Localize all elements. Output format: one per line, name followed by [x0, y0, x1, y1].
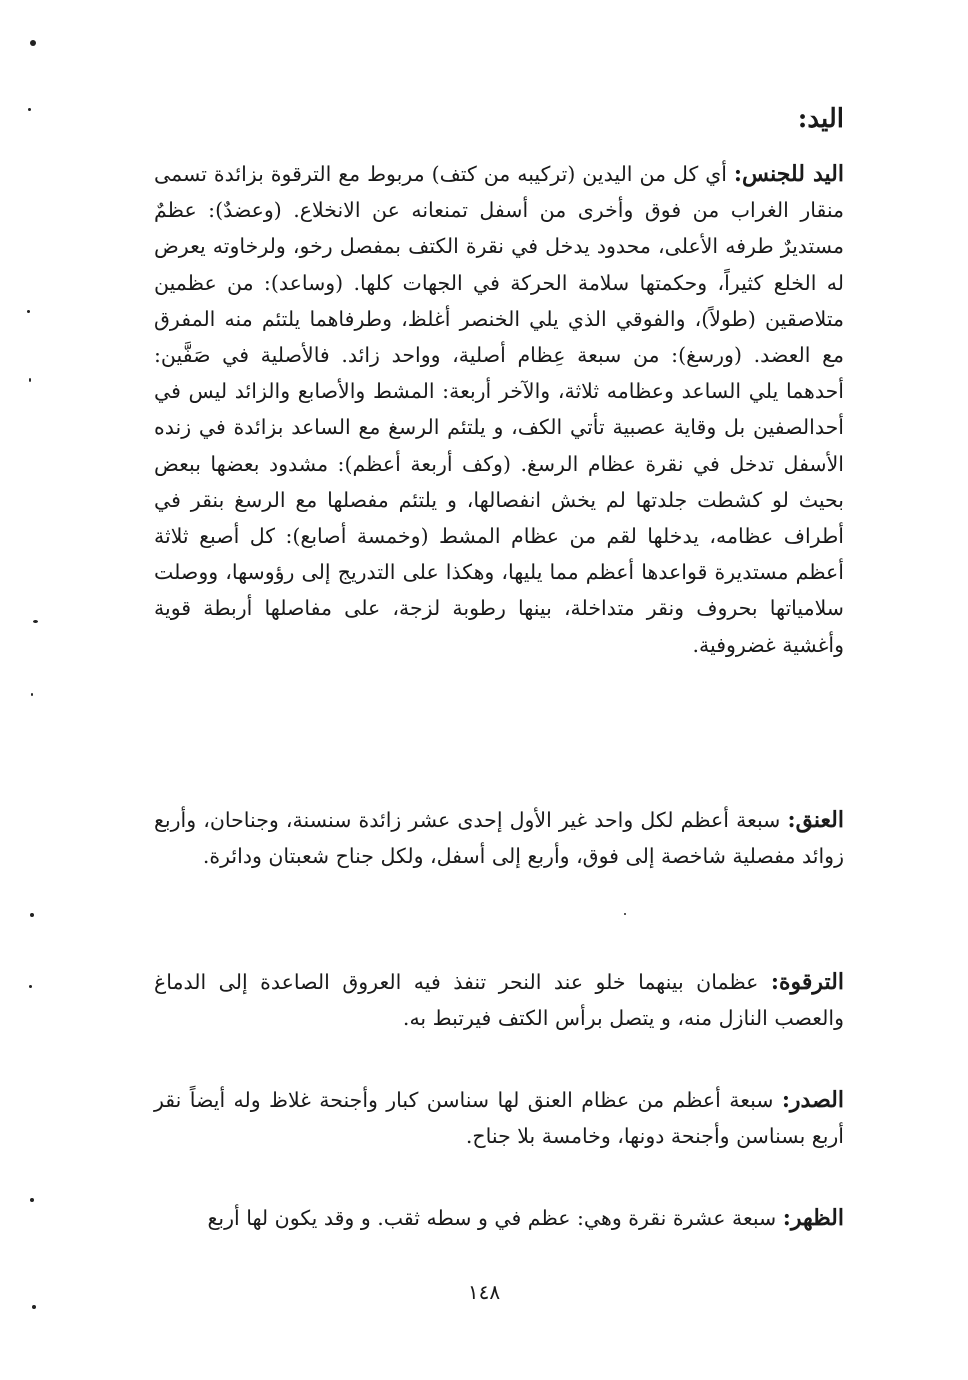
paragraph-text: عظمان بينهما خلو عند النحر تنفذ فيه العروق الصاعدة إلى الدماغ والعصب النازل منه، و يتصل برأس الكتف فيرتبط به. [154, 970, 844, 1031]
scan-speck [29, 985, 32, 988]
scan-speck [30, 1198, 34, 1202]
section-heading: اليد: [797, 104, 844, 134]
paragraph-neck [154, 802, 844, 874]
term-back: الظهر: [782, 1205, 844, 1231]
term-hand: اليد للجنس: [733, 161, 844, 187]
paragraph-text: سبعة أعظم من عظام العنق لها سناسن كبار وأجنحة غلاظ وله أيضاً نقر أربع بسناسن وأجنحة دونها، وخامسة بلا جناح. [154, 1088, 844, 1149]
scan-speck [28, 108, 31, 111]
paragraph-text: أي كل من اليدين (تركيبه من كتف) مربوط مع الترقوة بزائدة تسمى منقار الغراب من فوق وأخرى من أسفل تمنعانه عن الانخلاع. (وعضدٌ): عظمٌ مستديرٌ طرفه الأعلى، محدود يدخل في نقرة الكتف بمفصل رخو، ولرخاوته يعرض له الخلع كثيراً، وحكمتها سلامة الحركة في الجهات كلها. (وساعد): من عظمين متلاصقين (طولاً)، والفوقي الذي يلي الخنصر أغلظ، وطرفاهما يلتئم منه المفرق مع العضد. (ورسغ): من سبعة عِظام أصلية، وواحد زائد. فالأصلية في صَفَّين: أحدهما يلي الساعد وعظامه ثلاثة، والآخر أربعة: المشط والأصابع والزائد ليس في أحدالصفين بل وقاية عصبية تأتي الكف، و يلتئم الرسغ مع الساعد بزائدة في زنده الأسفل تدخل في نقرة عظام الرسغ. (وكف أربعة أعظم): مشدود بعضها ببعض بحيث لو كشطت جلدتها لم يخش انفصالها، و يلتئم مفصلها مع الرسغ بنقر في أطراف عظامه، يدخلها لقم من عظام المشط (وخمسة أصابع): كل أصبع ثلاثة أعظم مستديرة قواعدها أعظم مما يليها، وهكذا على التدريج إلى رؤوسها، ووصلت سلامياتها بحروف ونقر متداخلة، بينها رطوبة لزجة، على مفاصلها أربطة قوية وأغشية غضروفية. [154, 162, 844, 657]
paragraph-clavicle [154, 964, 844, 1036]
scan-speck [30, 913, 34, 917]
paragraph-back [154, 1200, 844, 1236]
scan-speck [27, 310, 30, 313]
scan-speck [30, 40, 36, 46]
term-chest: الصدر: [781, 1087, 844, 1113]
term-clavicle: الترقوة: [770, 969, 844, 995]
paragraph-hand [154, 156, 844, 663]
scan-speck [31, 693, 33, 696]
paragraph-text: سبعة عشرة نقرة وهي: عظم في و سطه ثقب. و وقد يكون لها أربع [207, 1206, 783, 1230]
scan-speck [32, 1305, 36, 1309]
scan-speck [624, 913, 626, 915]
page-number: ١٤٨ [467, 1280, 501, 1304]
paragraph-text: سبعة أعظم لكل واحد غير الأول إحدى عشر زائدة سنسنة، وجناحان، وأربع زوائد مفصلية شاخصة إلى فوق، وأربع إلى أسفل، ولكل جناح شعبتان ودائرة. [154, 808, 844, 869]
paragraph-chest [154, 1082, 844, 1154]
term-neck: العنق: [787, 807, 844, 833]
scan-speck [29, 378, 31, 382]
scan-speck [33, 620, 38, 623]
